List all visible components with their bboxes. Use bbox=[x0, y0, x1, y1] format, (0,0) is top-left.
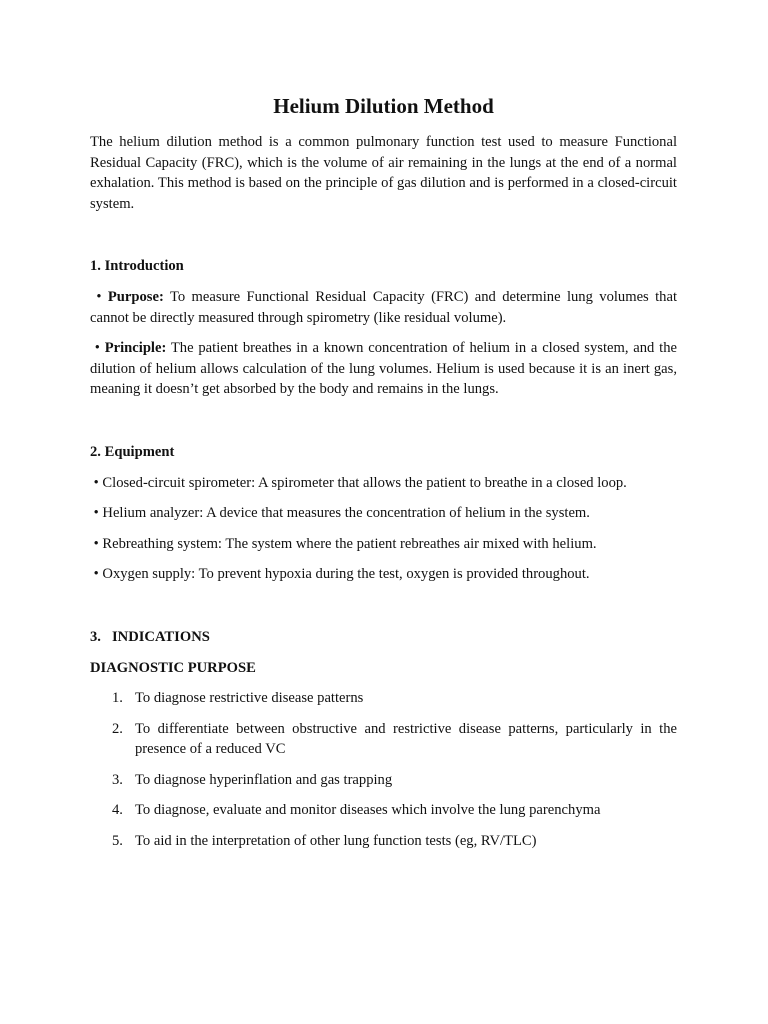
document-page bbox=[90, 92, 677, 862]
list-item bbox=[90, 800, 677, 821]
list-item-marker: 1. bbox=[112, 690, 123, 707]
section-heading-indications bbox=[90, 627, 677, 648]
list-item-text: To aid in the interpretation of other lung function tests (eg, RV/TLC) bbox=[135, 833, 537, 850]
list-item-text: To diagnose restrictive disease patterns bbox=[135, 690, 364, 707]
list-item bbox=[90, 770, 677, 791]
equipment-item-text: Oxygen supply: To prevent hypoxia during the test, oxygen is provided throughout. bbox=[102, 566, 590, 583]
equipment-item-text: Helium analyzer: A device that measures the concentration of helium in the system. bbox=[102, 505, 590, 522]
list-item bbox=[90, 688, 677, 709]
intro-paragraph: The helium dilution method is a common pulmonary function test used to measure Functional Residual Capacity (FRC), which is the volume of air remaining in the lungs at the end of a normal exhalation. This method is based on the principle of gas dilution and is performed in a closed-circuit system. bbox=[90, 134, 677, 212]
list-item bbox=[90, 719, 677, 760]
bullet-principle-text: The patient breathes in a known concentration of helium in a closed system, and the dilution of helium allows calculation of the lung volumes. Helium is used because it is an inert gas, meaning it doesn’t get absorbed by the body and remains in the lungs. bbox=[90, 340, 677, 398]
equipment-item: • Closed-circuit spirometer: A spirometer that allows the patient to breathe in a closed loop. bbox=[90, 474, 627, 491]
indications-list bbox=[90, 688, 677, 852]
bullet-purpose-lead: Purpose: bbox=[107, 288, 164, 305]
section-heading-equipment: 2. Equipment bbox=[90, 443, 175, 460]
section-number: 3. bbox=[90, 628, 101, 645]
equipment-item-text: Closed-circuit spirometer: A spirometer that allows the patient to breathe in a closed loop. bbox=[102, 474, 627, 491]
list-item-marker: 3. bbox=[112, 771, 123, 788]
document-title: Helium Dilution Method bbox=[273, 94, 494, 118]
bullet-purpose: • Purpose: To measure Functional Residual Capacity (FRC) and determine lung volumes that cannot be directly measured through spirometry (like residual volume). bbox=[90, 288, 678, 326]
list-item bbox=[90, 831, 677, 852]
list-item-marker: 5. bbox=[112, 833, 123, 850]
list-item-text: To diagnose, evaluate and monitor diseases which involve the lung parenchyma bbox=[135, 802, 601, 819]
bullet-principle-lead: Principle: bbox=[104, 340, 167, 357]
equipment-item-text: Rebreathing system: The system where the patient rebreathes air mixed with helium. bbox=[102, 535, 597, 552]
equipment-item: • Oxygen supply: To prevent hypoxia during the test, oxygen is provided throughout. bbox=[90, 566, 590, 583]
bullet-principle: • Principle: The patient breathes in a known concentration of helium in a closed system, and the dilution of helium allows calculation of the lung volumes. Helium is used because it is an inert gas, meaning it doesn’t get absorbed by the body and remains in the lungs. bbox=[90, 340, 677, 398]
section-heading-introduction: 1. Introduction bbox=[90, 258, 184, 275]
equipment-item: • Helium analyzer: A device that measures the concentration of helium in the system. bbox=[90, 505, 590, 522]
subheading-diagnostic-purpose: DIAGNOSTIC PURPOSE bbox=[90, 659, 256, 676]
list-item-text: To diagnose hyperinflation and gas trapping bbox=[135, 771, 393, 788]
list-item-marker: 4. bbox=[112, 802, 123, 819]
list-item-text: To differentiate between obstructive and restrictive disease patterns, particularly in the presence of a reduced VC bbox=[135, 720, 677, 758]
section-heading-text: INDICATIONS bbox=[112, 628, 210, 645]
list-item-marker: 2. bbox=[112, 720, 123, 737]
bullet-purpose-text: To measure Functional Residual Capacity (FRC) and determine lung volumes that cannot be directly measured through spirometry (like residual volume). bbox=[90, 288, 678, 326]
equipment-item: • Rebreathing system: The system where the patient rebreathes air mixed with helium. bbox=[90, 535, 597, 552]
